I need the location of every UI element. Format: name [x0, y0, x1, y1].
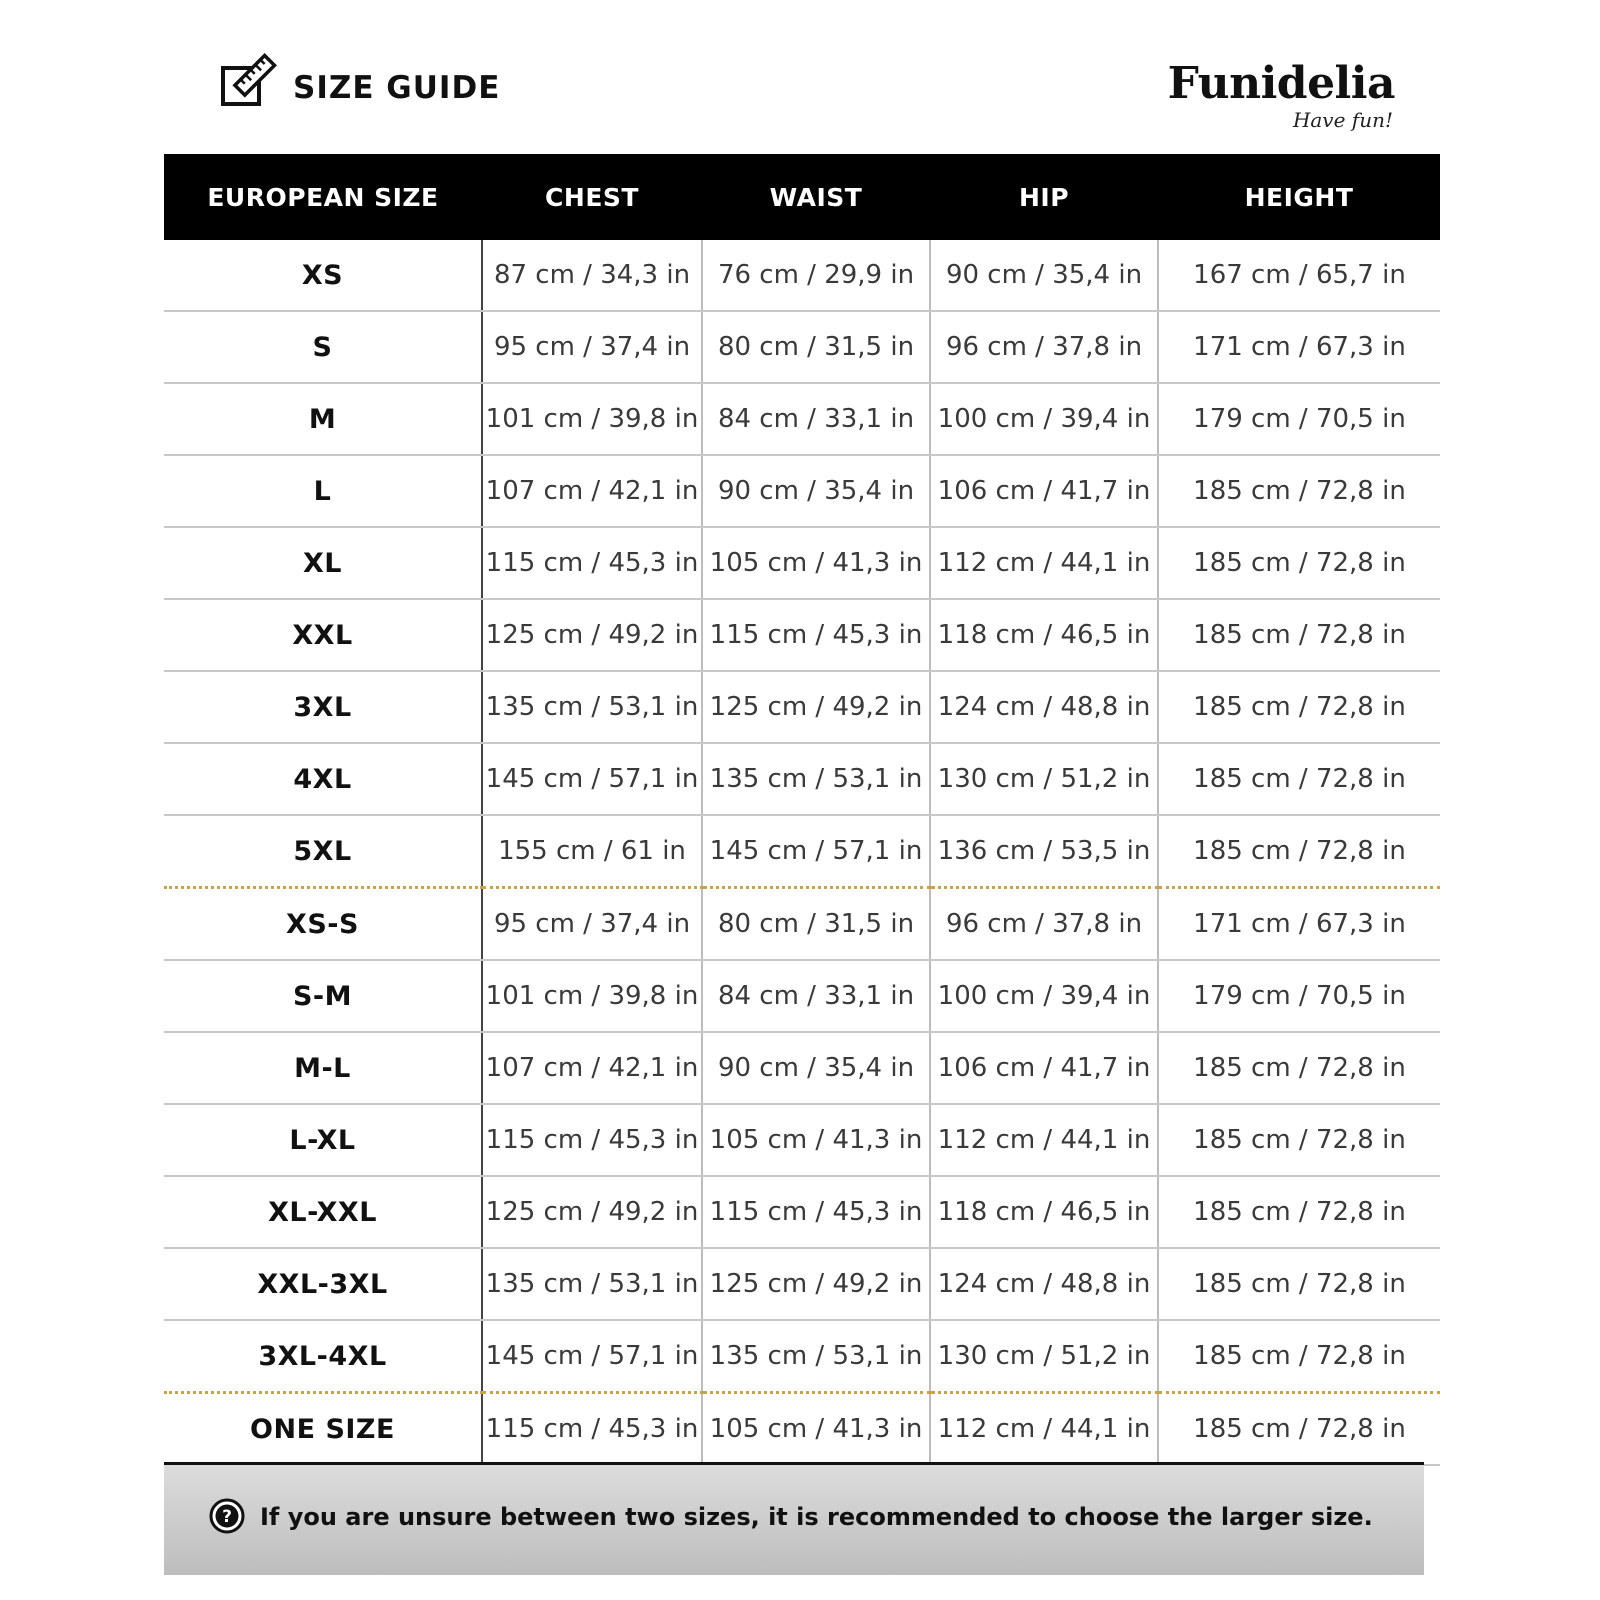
chest-cell: 101 cm / 39,8 in — [482, 383, 702, 455]
size-label: L-XL — [164, 1104, 482, 1176]
size-label: XXL — [164, 599, 482, 671]
hip-cell: 130 cm / 51,2 in — [930, 1320, 1158, 1393]
table-row — [164, 815, 1440, 888]
size-label: L — [164, 455, 482, 527]
page-title: SIZE GUIDE — [293, 70, 501, 106]
size-table — [164, 154, 1440, 1466]
brand-tagline: Have fun! — [1292, 108, 1393, 132]
chest-cell: 145 cm / 57,1 in — [482, 1320, 702, 1393]
chest-cell: 95 cm / 37,4 in — [482, 311, 702, 383]
waist-cell: 105 cm / 41,3 in — [702, 527, 930, 599]
hip-cell: 96 cm / 37,8 in — [930, 311, 1158, 383]
height-cell: 185 cm / 72,8 in — [1158, 527, 1440, 599]
brand-name: Funidelia — [1167, 58, 1395, 109]
chest-cell: 107 cm / 42,1 in — [482, 1032, 702, 1104]
height-cell: 185 cm / 72,8 in — [1158, 1320, 1440, 1393]
chest-cell: 155 cm / 61 in — [482, 815, 702, 888]
footer-note: If you are unsure between two sizes, it is recommended to choose the larger size. — [260, 1503, 1373, 1531]
ruler-edit-icon — [220, 52, 282, 108]
table-row — [164, 1393, 1440, 1466]
chest-cell: 125 cm / 49,2 in — [482, 1176, 702, 1248]
table-row — [164, 888, 1440, 961]
height-cell: 185 cm / 72,8 in — [1158, 1393, 1440, 1466]
waist-cell: 115 cm / 45,3 in — [702, 1176, 930, 1248]
svg-text:?: ? — [222, 1507, 232, 1527]
chest-cell: 145 cm / 57,1 in — [482, 743, 702, 815]
waist-cell: 84 cm / 33,1 in — [702, 383, 930, 455]
size-label: 5XL — [164, 815, 482, 888]
height-cell: 185 cm / 72,8 in — [1158, 1176, 1440, 1248]
column-header-chest: CHEST — [482, 154, 702, 240]
chest-cell: 101 cm / 39,8 in — [482, 960, 702, 1032]
table-row — [164, 311, 1440, 383]
height-cell: 179 cm / 70,5 in — [1158, 960, 1440, 1032]
height-cell: 185 cm / 72,8 in — [1158, 815, 1440, 888]
column-header-european-size: EUROPEAN SIZE — [164, 154, 482, 240]
hip-cell: 124 cm / 48,8 in — [930, 671, 1158, 743]
question-circle-icon — [209, 1498, 245, 1534]
table-row — [164, 671, 1440, 743]
size-label: XXL-3XL — [164, 1248, 482, 1320]
hip-cell: 136 cm / 53,5 in — [930, 815, 1158, 888]
hip-cell: 112 cm / 44,1 in — [930, 1104, 1158, 1176]
table-row — [164, 1104, 1440, 1176]
size-label: 3XL-4XL — [164, 1320, 482, 1393]
table-row — [164, 240, 1440, 311]
height-cell: 185 cm / 72,8 in — [1158, 743, 1440, 815]
height-cell: 185 cm / 72,8 in — [1158, 1248, 1440, 1320]
height-cell: 185 cm / 72,8 in — [1158, 671, 1440, 743]
table-header-row — [164, 154, 1440, 240]
waist-cell: 125 cm / 49,2 in — [702, 1248, 930, 1320]
chest-cell: 95 cm / 37,4 in — [482, 888, 702, 961]
waist-cell: 135 cm / 53,1 in — [702, 743, 930, 815]
table-row — [164, 1176, 1440, 1248]
column-header-waist: WAIST — [702, 154, 930, 240]
size-label: ONE SIZE — [164, 1393, 482, 1466]
waist-cell: 90 cm / 35,4 in — [702, 455, 930, 527]
hip-cell: 96 cm / 37,8 in — [930, 888, 1158, 961]
hip-cell: 118 cm / 46,5 in — [930, 1176, 1158, 1248]
column-header-height: HEIGHT — [1158, 154, 1440, 240]
footer-note-band — [164, 1462, 1424, 1575]
hip-cell: 100 cm / 39,4 in — [930, 383, 1158, 455]
waist-cell: 105 cm / 41,3 in — [702, 1104, 930, 1176]
hip-cell: 118 cm / 46,5 in — [930, 599, 1158, 671]
height-cell: 185 cm / 72,8 in — [1158, 1032, 1440, 1104]
page-header — [0, 0, 1600, 150]
chest-cell: 107 cm / 42,1 in — [482, 455, 702, 527]
table-row — [164, 599, 1440, 671]
size-label: XS — [164, 240, 482, 311]
table-row — [164, 383, 1440, 455]
hip-cell: 112 cm / 44,1 in — [930, 1393, 1158, 1466]
height-cell: 179 cm / 70,5 in — [1158, 383, 1440, 455]
size-label: XL — [164, 527, 482, 599]
height-cell: 185 cm / 72,8 in — [1158, 455, 1440, 527]
waist-cell: 145 cm / 57,1 in — [702, 815, 930, 888]
column-header-hip: HIP — [930, 154, 1158, 240]
waist-cell: 125 cm / 49,2 in — [702, 671, 930, 743]
hip-cell: 106 cm / 41,7 in — [930, 455, 1158, 527]
height-cell: 171 cm / 67,3 in — [1158, 888, 1440, 961]
table-row — [164, 1248, 1440, 1320]
height-cell: 185 cm / 72,8 in — [1158, 1104, 1440, 1176]
chest-cell: 115 cm / 45,3 in — [482, 1104, 702, 1176]
hip-cell: 124 cm / 48,8 in — [930, 1248, 1158, 1320]
chest-cell: 135 cm / 53,1 in — [482, 671, 702, 743]
hip-cell: 90 cm / 35,4 in — [930, 240, 1158, 311]
size-label: S-M — [164, 960, 482, 1032]
height-cell: 185 cm / 72,8 in — [1158, 599, 1440, 671]
size-label: XL-XXL — [164, 1176, 482, 1248]
size-label: XS-S — [164, 888, 482, 961]
chest-cell: 135 cm / 53,1 in — [482, 1248, 702, 1320]
hip-cell: 106 cm / 41,7 in — [930, 1032, 1158, 1104]
waist-cell: 76 cm / 29,9 in — [702, 240, 930, 311]
height-cell: 171 cm / 67,3 in — [1158, 311, 1440, 383]
waist-cell: 105 cm / 41,3 in — [702, 1393, 930, 1466]
hip-cell: 100 cm / 39,4 in — [930, 960, 1158, 1032]
chest-cell: 115 cm / 45,3 in — [482, 1393, 702, 1466]
waist-cell: 80 cm / 31,5 in — [702, 311, 930, 383]
chest-cell: 115 cm / 45,3 in — [482, 527, 702, 599]
waist-cell: 84 cm / 33,1 in — [702, 960, 930, 1032]
waist-cell: 80 cm / 31,5 in — [702, 888, 930, 961]
table-row — [164, 743, 1440, 815]
table-row — [164, 1032, 1440, 1104]
table-row — [164, 455, 1440, 527]
hip-cell: 112 cm / 44,1 in — [930, 527, 1158, 599]
size-label: M — [164, 383, 482, 455]
size-label: 4XL — [164, 743, 482, 815]
height-cell: 167 cm / 65,7 in — [1158, 240, 1440, 311]
waist-cell: 115 cm / 45,3 in — [702, 599, 930, 671]
chest-cell: 87 cm / 34,3 in — [482, 240, 702, 311]
size-label: 3XL — [164, 671, 482, 743]
table-row — [164, 527, 1440, 599]
chest-cell: 125 cm / 49,2 in — [482, 599, 702, 671]
waist-cell: 135 cm / 53,1 in — [702, 1320, 930, 1393]
size-label: M-L — [164, 1032, 482, 1104]
table-row — [164, 960, 1440, 1032]
table-row — [164, 1320, 1440, 1393]
brand-logo — [1167, 50, 1405, 140]
hip-cell: 130 cm / 51,2 in — [930, 743, 1158, 815]
size-label: S — [164, 311, 482, 383]
waist-cell: 90 cm / 35,4 in — [702, 1032, 930, 1104]
